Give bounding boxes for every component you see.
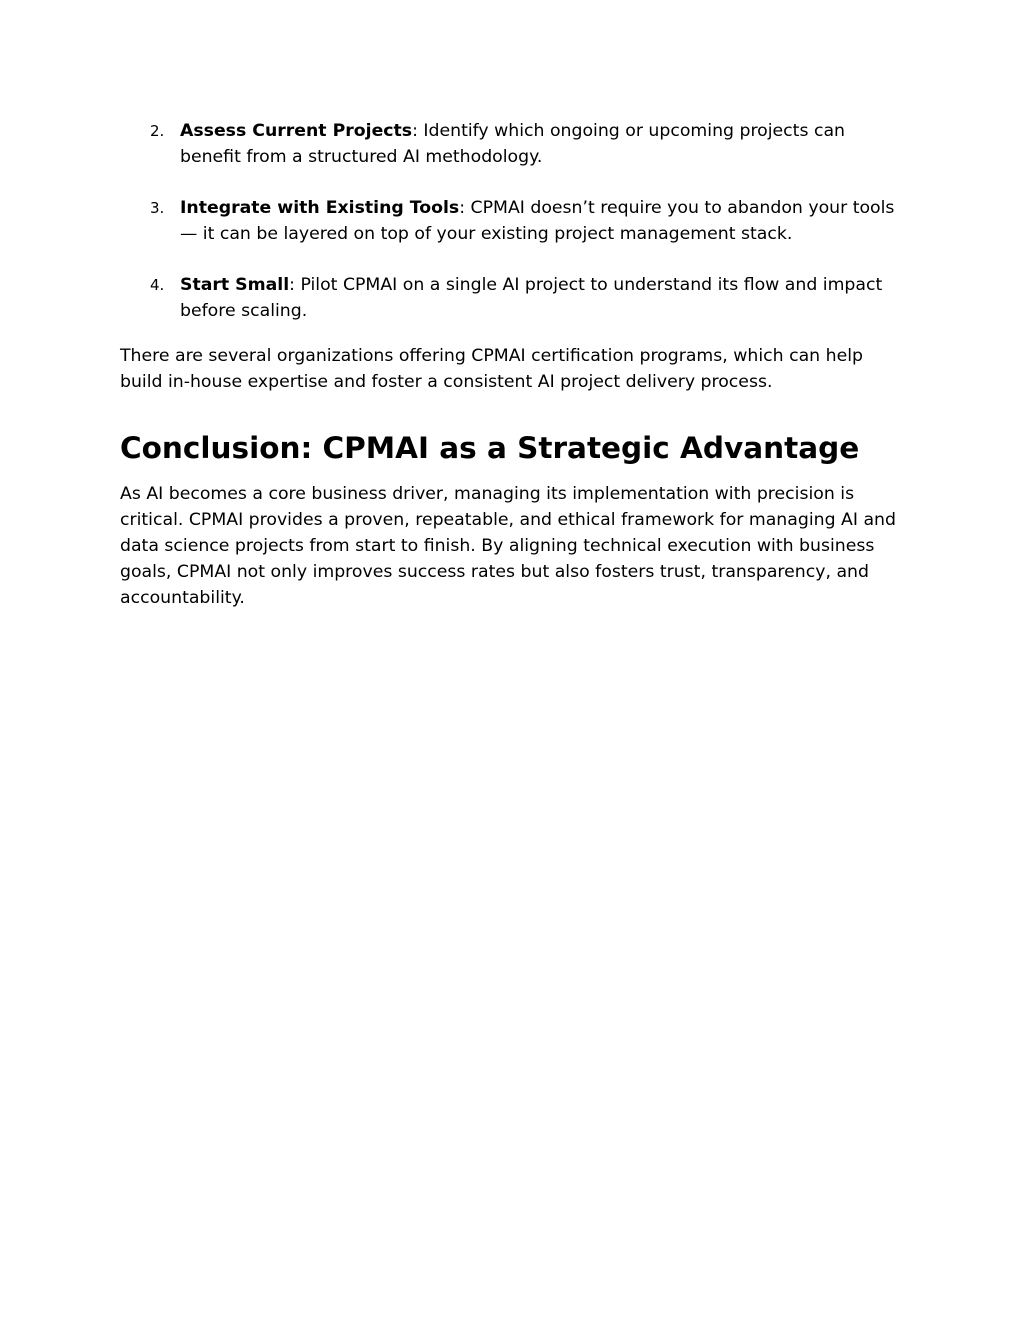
list-item-term: Assess Current Projects xyxy=(180,121,413,141)
document-content xyxy=(120,118,910,611)
list-item xyxy=(120,195,910,247)
conclusion-heading: Conclusion: CPMAI as a Strategic Advantage xyxy=(120,431,860,465)
certification-paragraph: There are several organizations offering CPMAI certification programs, which can help build in-house expertise and foster a consistent AI project delivery process. xyxy=(120,346,863,392)
list-item-number: 3. xyxy=(150,199,165,217)
list-item xyxy=(120,118,910,170)
list-item-text: Pilot CPMAI on a single AI project to understand its flow and impact before scaling. xyxy=(180,275,883,321)
list-item-separator: : xyxy=(459,198,466,218)
list-item xyxy=(120,272,910,324)
list-item-text: CPMAI doesn’t require you to abandon your tools — it can be layered on top of your existing project management stack. xyxy=(180,198,895,244)
list-item-term: Start Small xyxy=(180,275,290,295)
numbered-list xyxy=(120,118,910,324)
list-item-number: 4. xyxy=(150,276,165,294)
conclusion-paragraph: As AI becomes a core business driver, managing its implementation with precision is critical. CPMAI provides a proven, repeatable, and ethical framework for managing AI and data science projects from start to finish. By aligning technical execution with business goals, CPMAI not only improves success rates but also fosters trust, transparency, and accountability. xyxy=(120,484,896,608)
list-item-text: Identify which ongoing or upcoming projects can benefit from a structured AI methodology. xyxy=(180,121,845,167)
list-item-separator: : xyxy=(289,275,295,295)
list-item-separator: : xyxy=(412,121,418,141)
list-item-term: Integrate with Existing Tools xyxy=(180,198,460,218)
list-item-number: 2. xyxy=(150,122,165,140)
